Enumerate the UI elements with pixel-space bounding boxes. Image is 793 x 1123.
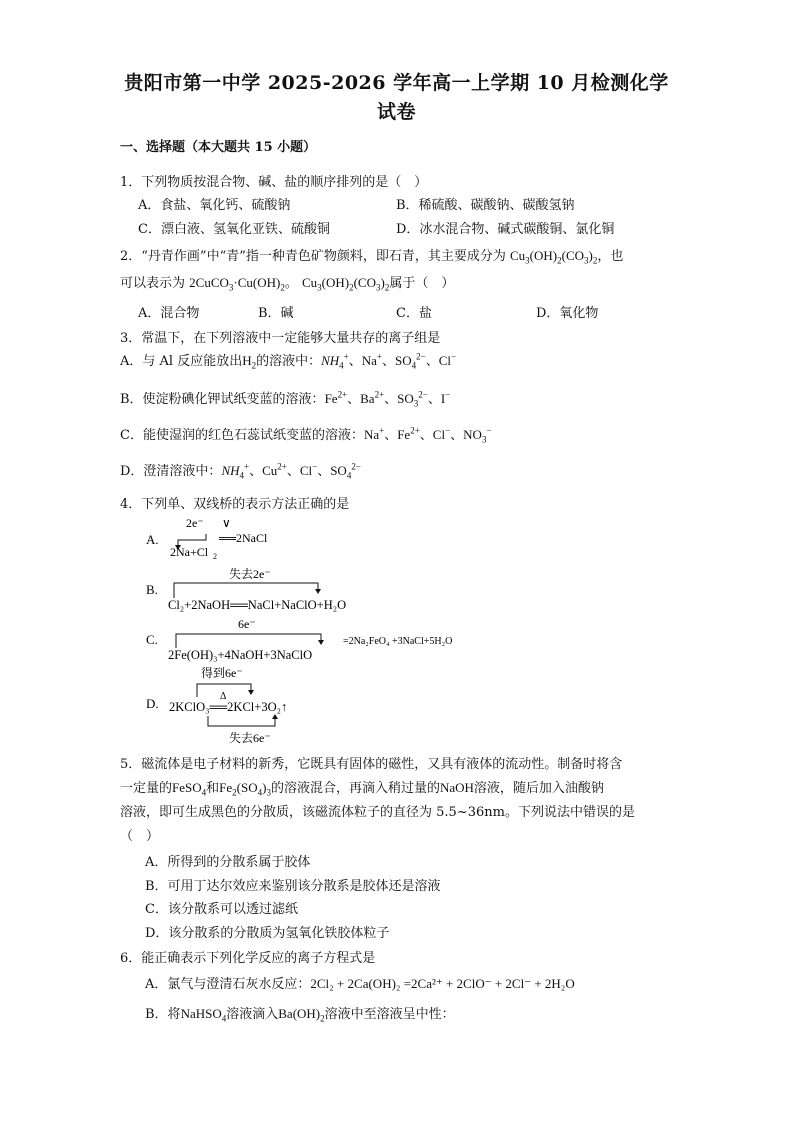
q3-c-ions: Na+、$Fe^{2+}$、Cl−、$NO_3^-$ [363, 425, 492, 445]
q2-stem-text: 2．“丹青作画”中“青”指一种青色矿物颜料，即石青，其主要成分为 [120, 249, 506, 264]
q4-d-bottom-arrowhead [272, 714, 278, 719]
section-heading: 一、选择题（本大题共 15 小题） [120, 140, 317, 155]
q4-d-top-arrowhead [248, 690, 254, 695]
q3-b-ions: $Fe^{2+}$、$Ba^{2+}$、$SO_3^{2-}$、I− [324, 389, 451, 409]
q5-option-c: C．该分散系可以透过滤纸 [145, 902, 298, 917]
q5-fe2so43: $Fe_2(SO_4)_3$ [219, 780, 271, 798]
q3-option-b [120, 388, 450, 409]
q4-c-arrowhead [318, 640, 324, 645]
q5-naoh: NaOH [439, 780, 474, 795]
q4-b-top-label: 失去2e⁻ [229, 567, 271, 581]
q4-d-bottom-label: 失去6e⁻ [229, 731, 271, 745]
q2-formula-2: $Cu_3(OH)_2(CO_3)_2$ [301, 275, 390, 293]
q4-d-bottom-bridge [208, 716, 275, 726]
q2-option-d: D．氧化物 [536, 306, 599, 321]
q2-also: ，也 [597, 249, 624, 264]
q2-period: 。 [284, 276, 298, 291]
q5-option-d: D．该分散系的分散质为氢氧化铁胶体粒子 [145, 926, 390, 941]
q4-a-product: ══2NaCl [219, 531, 268, 545]
q4-b-arrowhead [315, 589, 321, 594]
q1-option-b: B．稀硫酸、碳酸钠、碳酸氢钠 [396, 198, 575, 213]
q4-a-mark: ∨ [222, 516, 231, 530]
page-title-cont: 试卷 [376, 101, 416, 123]
q5-line1: 5．磁流体是电子材料的新秀，它既具有固体的磁性，又具有液体的流动性。制备时将含 [120, 757, 623, 772]
q3-d-ions: $NH_4^+$、$Cu^{2+}$、Cl−、$SO_4^{2-}$ [221, 461, 361, 481]
q3-d-text: D．澄清溶液中： [120, 464, 222, 479]
q4-option-d-label: D. [146, 696, 159, 711]
q2-formula: $Cu_3(OH)_2(CO_3)_2$ [510, 248, 598, 266]
q6-option-a [145, 973, 575, 992]
q5-l2-a: 一定量的 [120, 781, 173, 796]
q4-diagrams [0, 510, 793, 745]
q5-line4: （ ） [120, 829, 160, 844]
q6-option-b [145, 1003, 455, 1024]
q4-a-sub: 2 [213, 552, 217, 561]
q4-b-equation: Cl₂+2NaOH══NaCl+NaClO+H₂O [168, 598, 347, 612]
q2-stem2-text: 可以表示为 [120, 276, 186, 291]
q6-b-mid: 溶液滴入 [226, 1007, 279, 1022]
q2-alt-formula: $2CuCO_3\cdot Cu(OH)_2$ [189, 275, 285, 293]
q5-line2 [120, 777, 604, 798]
q3-stem: 3．常温下，在下列溶液中一定能够大量共存的离子组是 [120, 331, 441, 346]
q6-b-tail: 溶液中至溶液呈中性： [324, 1007, 455, 1022]
q3-a-text: A．与 Al 反应能放出 [120, 354, 243, 369]
q3-b-text: B．使淀粉碘化钾试纸变蓝的溶液： [120, 392, 325, 407]
q6-b-baoh2: $Ba(OH)_2$ [278, 1006, 325, 1024]
q4-c-products: =2Na₂FeO₄ +3NaCl+5H₂O [343, 636, 453, 647]
q5-feso4: FeSO$_4$ [172, 780, 207, 798]
q1-option-d: D．冰水混合物、碱式碳酸铜、氯化铜 [396, 222, 615, 237]
page-title: 贵阳市第一中学 2025-2026 学年高一上学期 10 月检测化学 [124, 72, 669, 94]
q5-l2-b: 和 [206, 781, 220, 796]
q4-c-reactants: 2Fe(OH)₃+4NaOH+3NaClO [168, 648, 313, 662]
q3-a-tail: 的溶液中： [256, 354, 322, 369]
q4-option-a-label: A. [146, 532, 159, 547]
q4-b-bridge [174, 583, 318, 598]
q4-option-c-label: C. [146, 632, 158, 647]
q4-c-top-label: 6e⁻ [238, 617, 256, 631]
q2-stem-line2 [120, 272, 454, 293]
q4-a-electrons: 2e⁻ [186, 516, 204, 530]
q4-a-reactants: 2Na+Cl [170, 545, 209, 559]
q2-option-b: B．碱 [258, 306, 294, 321]
q3-c-text: C．能使湿润的红色石蕊试纸变蓝的溶液： [120, 428, 364, 443]
q6-stem: 6．能正确表示下列化学反应的离子方程式是 [120, 951, 376, 966]
q5-line3: 溶液，即可生成黑色的分散质，该磁流体粒子的直径为 5.5~36nm。下列说法中错误的是 [120, 805, 635, 820]
q6-b-text: B．将 [145, 1007, 181, 1022]
q4-c-bridge [176, 634, 321, 648]
q6-a-text: A．氯气与澄清石灰水反应： [145, 977, 311, 992]
q2-option-a: A．混合物 [138, 306, 200, 321]
q3-a-h2: $H_2$ [242, 353, 257, 371]
q5-option-b: B．可用丁达尔效应来鉴别该分散系是胶体还是溶液 [145, 879, 441, 894]
q2-option-c: C．盐 [396, 306, 432, 321]
q4-option-b-label: B. [146, 582, 158, 597]
q4-d-equation: 2KClO₃══2KCl+3O₂↑ [169, 700, 288, 714]
q3-a-ions: $NH_4^+$、Na+、$SO_4^{2-}$、Cl− [321, 351, 457, 371]
q4-d-top-label: 得到6e⁻ [201, 666, 243, 680]
q6-b-nahso4: NaHSO$_4$ [180, 1006, 227, 1024]
q6-a-equation: 2Cl₂ + 2Ca(OH)₂ =2Ca²⁺ + 2ClO⁻ + 2Cl⁻ + 2H₂O [310, 976, 575, 991]
q5-l2-d: 溶液，随后加入油酸钠 [473, 781, 604, 796]
q5-option-a: A．所得到的分散系属于胶体 [145, 855, 311, 870]
q2-belongs: 属于（ ） [389, 276, 455, 291]
q3-option-d [120, 460, 361, 481]
q4-d-delta: Δ [220, 691, 227, 702]
q3-option-a [120, 350, 456, 371]
q5-l2-c: 的溶液混合，再滴入稍过量的 [270, 781, 440, 796]
q2-stem-line1 [120, 245, 623, 266]
q1-stem: 1．下列物质按混合物、碱、盐的顺序排列的是（ ） [120, 175, 428, 190]
q1-option-c: C．漂白液、氢氧化亚铁、硫酸铜 [138, 222, 330, 237]
q1-option-a: A．食盐、氧化钙、硫酸钠 [138, 198, 291, 213]
q3-option-c [120, 424, 492, 445]
q4-stem: 4．下列单、双线桥的表示方法正确的是 [120, 497, 350, 512]
